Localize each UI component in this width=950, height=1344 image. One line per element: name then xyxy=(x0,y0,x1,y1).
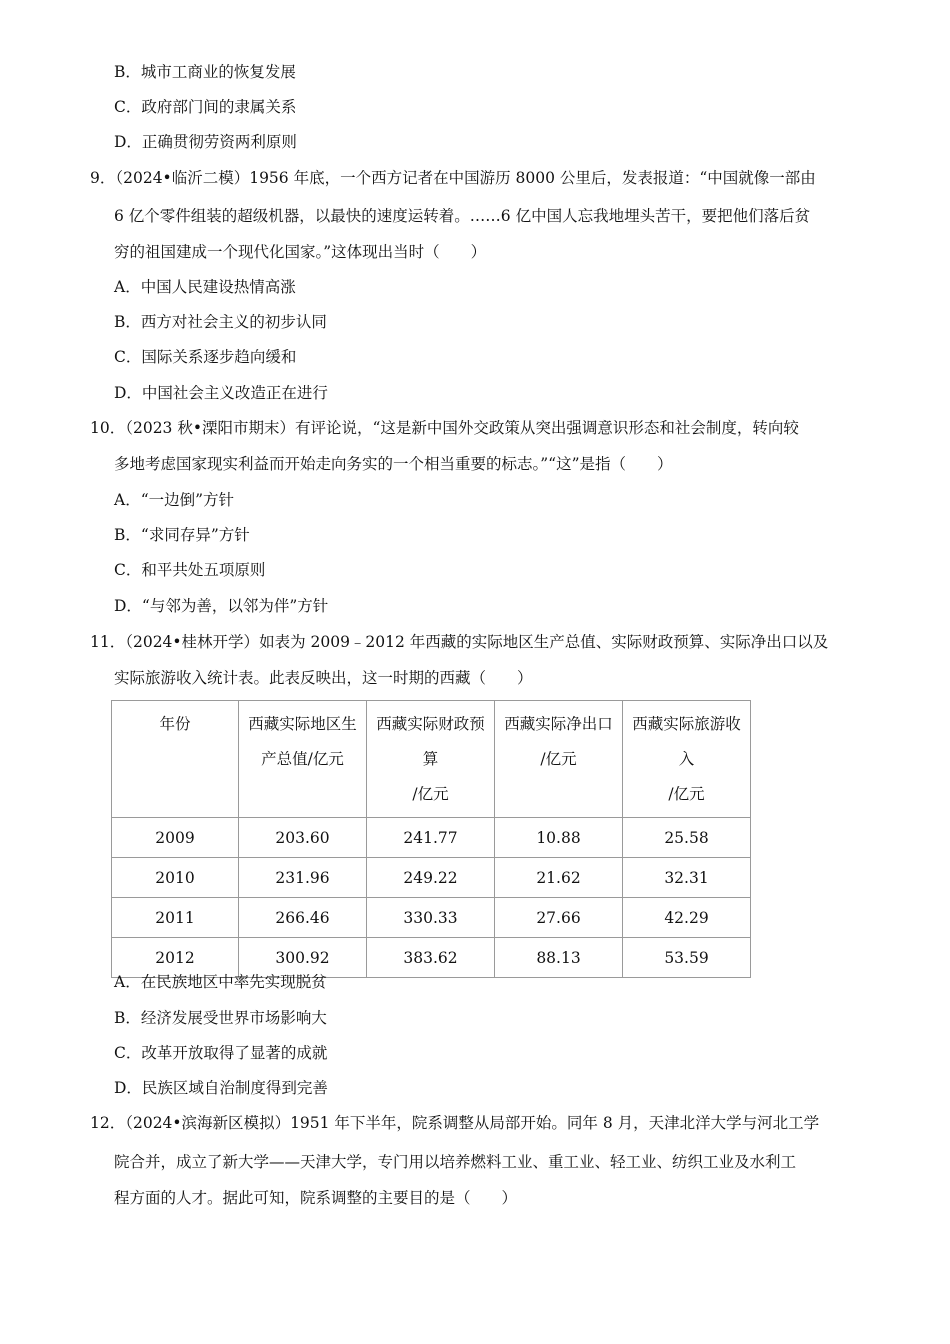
q10-option-c: C．和平共处五项原则 xyxy=(114,561,266,579)
tibet-statistics-table xyxy=(111,700,751,978)
table-cell: 266.46 xyxy=(239,898,367,938)
table-row xyxy=(112,858,751,898)
table-cell: 25.58 xyxy=(623,818,751,858)
q9-stem-line-1: 9．（2024•临沂二模）1956 年底，一个西方记者在中国游历 8000 公里后，发表报道：“中国就像一部由 xyxy=(90,169,816,187)
header-gdp: 西藏实际地区生 产总值/亿元 xyxy=(239,701,367,818)
table-header-row xyxy=(112,701,751,818)
table-cell: 231.96 xyxy=(239,858,367,898)
table-cell: 2009 xyxy=(112,818,239,858)
q11-stem-line-2: 实际旅游收入统计表。此表反映出，这一时期的西藏（ ） xyxy=(114,669,533,687)
q9-option-c: C．国际关系逐步趋向缓和 xyxy=(114,348,297,366)
q8-option-c: C．政府部门间的隶属关系 xyxy=(114,98,297,116)
table-cell: 42.29 xyxy=(623,898,751,938)
table-cell: 300.92 xyxy=(239,938,367,978)
table-cell: 330.33 xyxy=(367,898,495,938)
q9-option-d: D．中国社会主义改造正在进行 xyxy=(114,384,328,402)
q11-option-c: C．改革开放取得了显著的成就 xyxy=(114,1044,328,1062)
table-cell: 32.31 xyxy=(623,858,751,898)
table-cell: 383.62 xyxy=(367,938,495,978)
q11-option-a: A．在民族地区中率先实现脱贫 xyxy=(114,973,327,991)
q8-option-b: B．城市工商业的恢复发展 xyxy=(114,63,296,81)
table-cell: 2010 xyxy=(112,858,239,898)
table-row xyxy=(112,898,751,938)
header-fiscal-budget: 西藏实际财政预 算 /亿元 xyxy=(367,701,495,818)
table-cell: 249.22 xyxy=(367,858,495,898)
header-year: 年份 xyxy=(112,701,239,818)
q9-option-a: A．中国人民建设热情高涨 xyxy=(114,278,296,296)
q12-stem-line-1: 12．（2024•滨海新区模拟）1951 年下半年，院系调整从局部开始。同年 8 月，天津北洋大学与河北工学 xyxy=(90,1114,820,1132)
q10-stem-line-1: 10．（2023 秋•溧阳市期末）有评论说，“这是新中国外交政策从突出强调意识形态和社会制度，转向较 xyxy=(90,419,799,437)
header-net-export: 西藏实际净出口 /亿元 xyxy=(495,701,623,818)
q12-stem-line-3: 程方面的人才。据此可知，院系调整的主要目的是（ ） xyxy=(114,1189,518,1207)
q9-stem-line-3: 穷的祖国建成一个现代化国家。”这体现出当时（ ） xyxy=(114,243,487,261)
q9-option-b: B．西方对社会主义的初步认同 xyxy=(114,313,327,331)
table-cell: 10.88 xyxy=(495,818,623,858)
table-cell: 2011 xyxy=(112,898,239,938)
q10-option-b: B．“求同存异”方针 xyxy=(114,526,250,544)
table-cell: 2012 xyxy=(112,938,239,978)
header-tourism-income: 西藏实际旅游收 入 /亿元 xyxy=(623,701,751,818)
table-cell: 88.13 xyxy=(495,938,623,978)
q10-option-d: D．“与邻为善，以邻为伴”方针 xyxy=(114,597,329,615)
q10-stem-line-2: 多地考虑国家现实利益而开始走向务实的一个相当重要的标志。”“这”是指（ ） xyxy=(114,455,673,473)
table-cell: 27.66 xyxy=(495,898,623,938)
q12-stem-line-2: 院合并，成立了新大学——天津大学，专门用以培养燃料工业、重工业、轻工业、纺织工业及水利工 xyxy=(114,1153,797,1171)
q10-option-a: A．“一边倒”方针 xyxy=(114,491,235,509)
table-cell: 241.77 xyxy=(367,818,495,858)
table-cell: 21.62 xyxy=(495,858,623,898)
q8-option-d: D．正确贯彻劳资两利原则 xyxy=(114,133,297,151)
table-cell: 53.59 xyxy=(623,938,751,978)
q11-option-b: B．经济发展受世界市场影响大 xyxy=(114,1009,327,1027)
q9-stem-line-2: 6 亿个零件组装的超级机器，以最快的速度运转着。……6 亿中国人忘我地埋头苦干，要把他们落后贫 xyxy=(114,207,811,225)
q11-option-d: D．民族区域自治制度得到完善 xyxy=(114,1079,328,1097)
table-row xyxy=(112,818,751,858)
table-cell: 203.60 xyxy=(239,818,367,858)
q11-stem-line-1: 11．（2024•桂林开学）如表为 2009﹣2012 年西藏的实际地区生产总值、实际财政预算、实际净出口以及 xyxy=(90,633,829,651)
